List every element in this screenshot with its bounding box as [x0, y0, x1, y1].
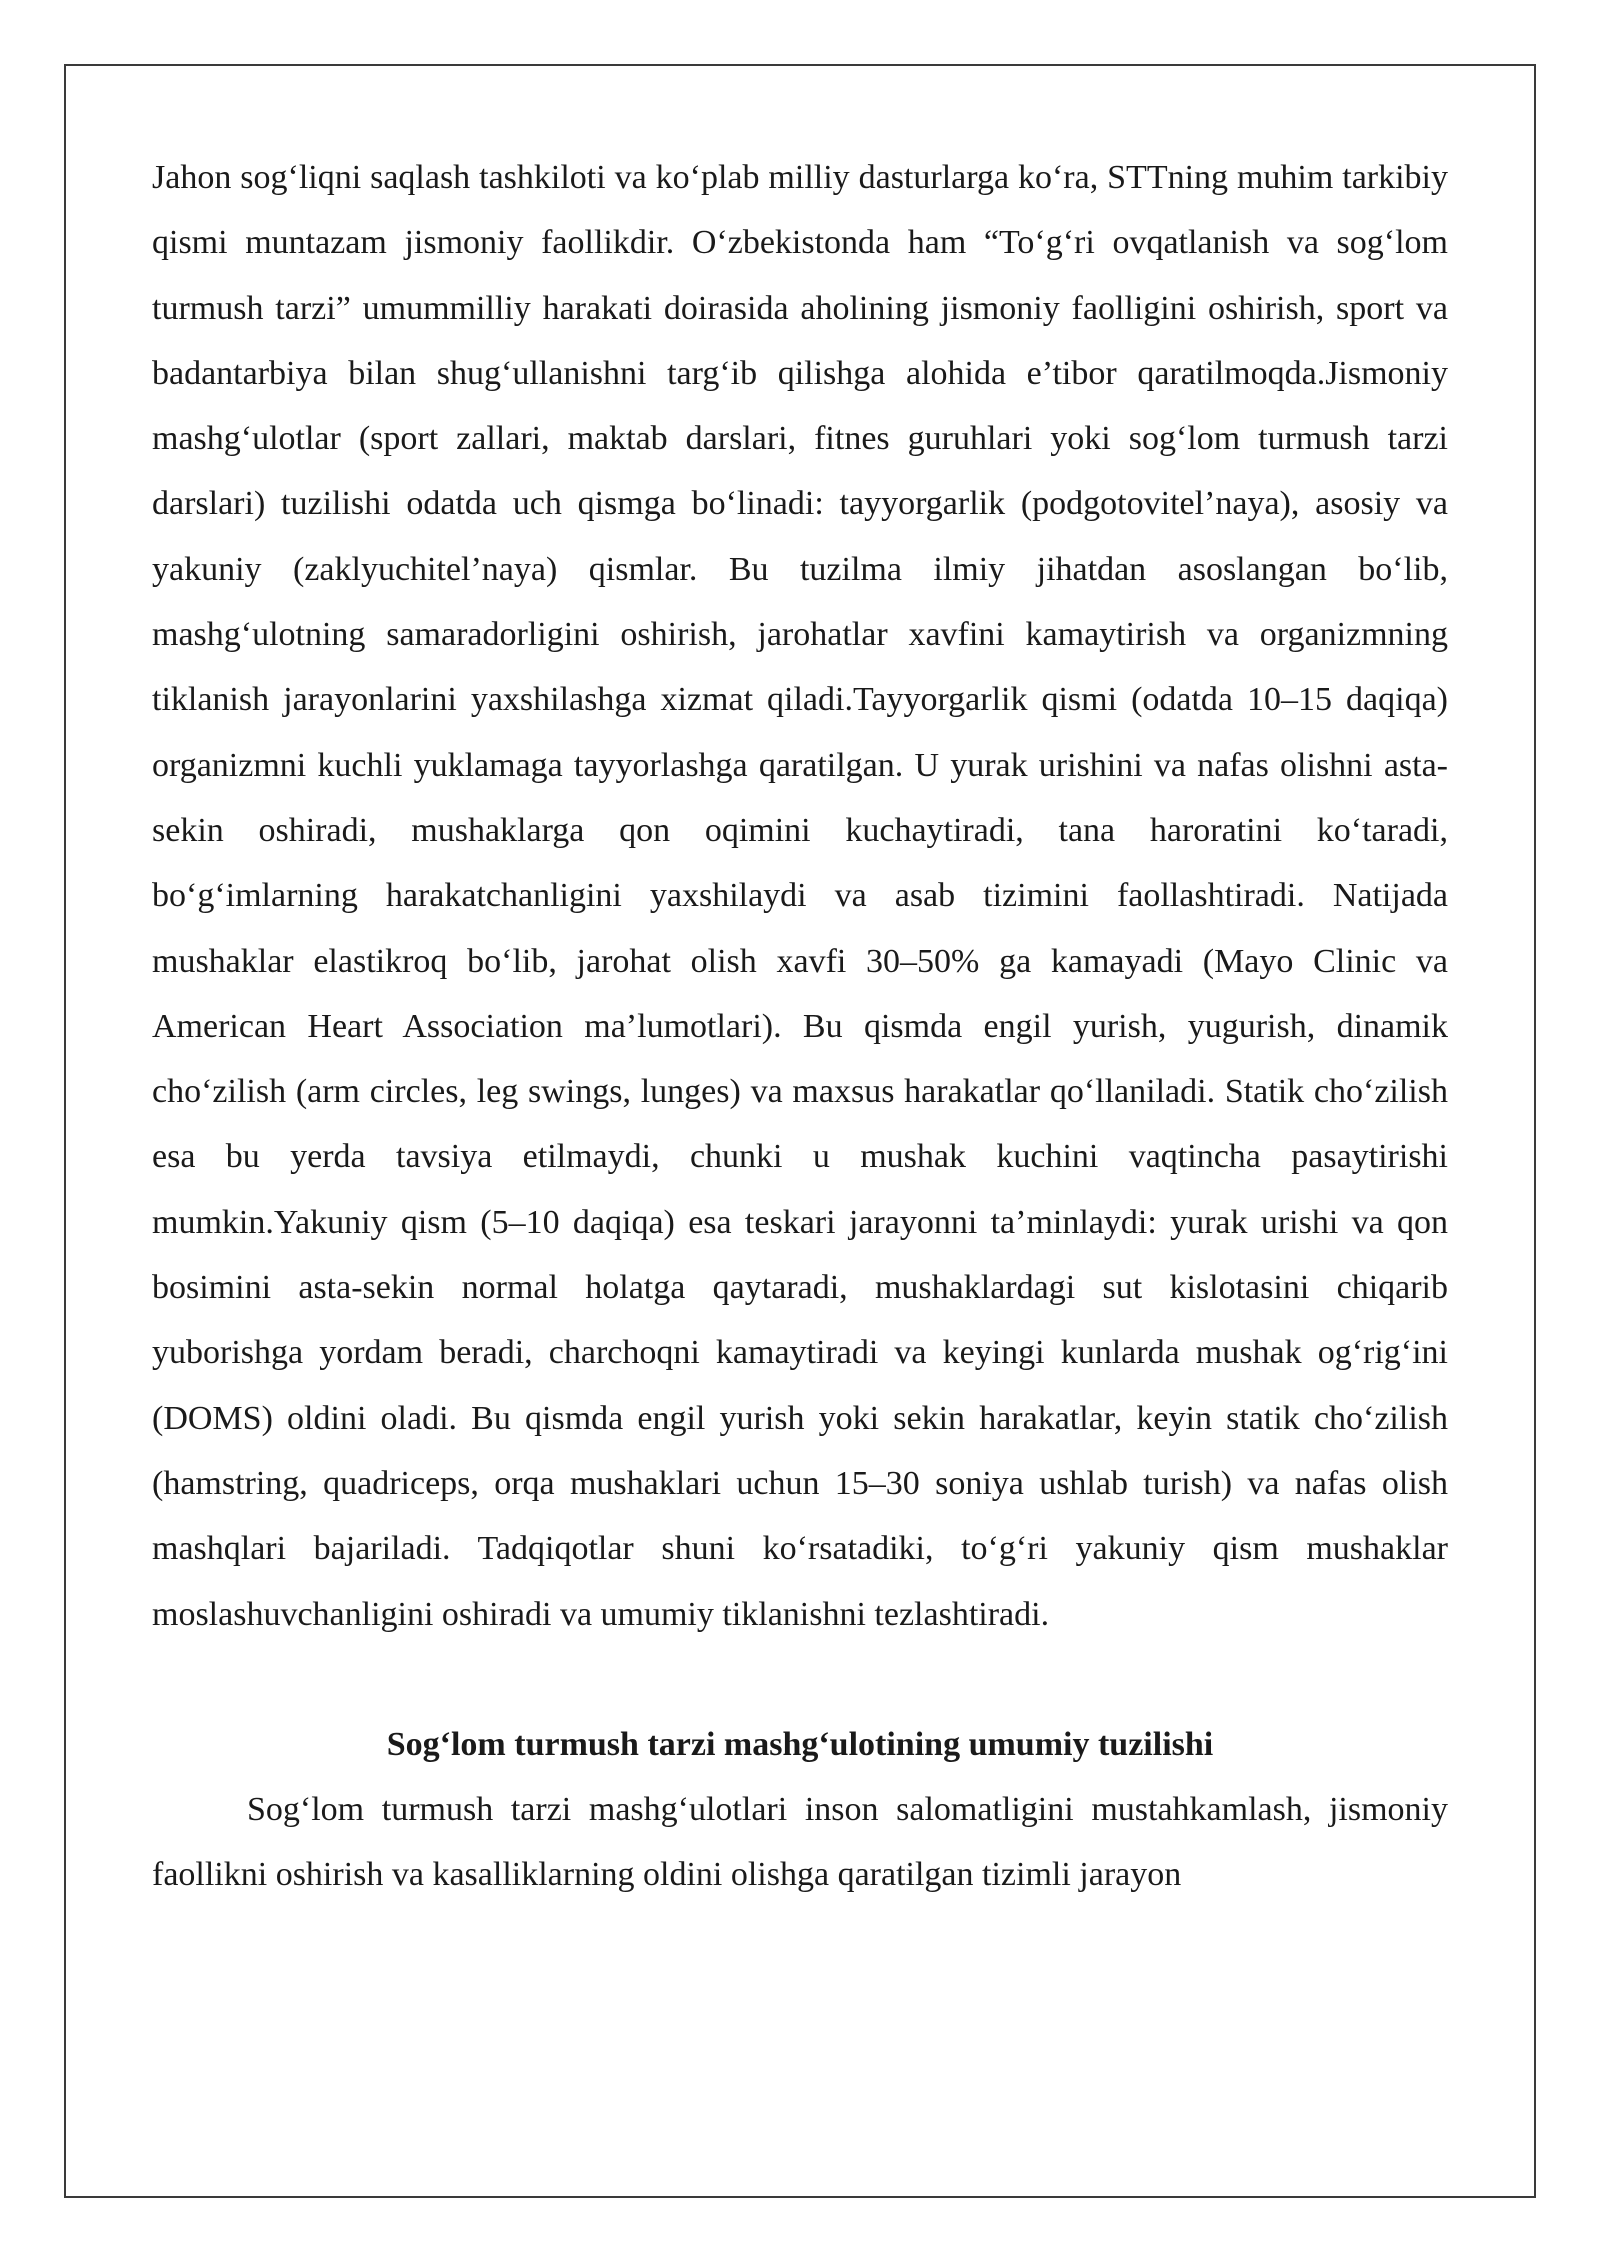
body-paragraph: Jahon sog‘liqni saqlash tashkiloti va ko‘plab milliy dasturlarga ko‘ra, STTning muhim tarkibiy qismi muntazam jismoniy faollikdir. O‘zbekistonda ham “To‘g‘ri ovqatlanish va sog‘lom turmush tarzi” umummilliy harakati doirasida aholining jismoniy faolligini oshirish, sport va badantarbiya bilan shug‘ullanishni targ‘ib qilishga alohida e’tibor qaratilmoqda.Jismoniy mashg‘ulotlar (sport zallari, maktab darslari, fitnes guruhlari yoki sog‘lom turmush tarzi darslari) tuzilishi odatda uch qismga bo‘linadi: tayyorgarlik (podgotovitel’naya), asosiy va yakuniy (zaklyuchitel’naya) qismlar. Bu tuzilma ilmiy jihatdan asoslangan bo‘lib, mashg‘ulotning samaradorligini oshirish, jarohatlar xavfini kamaytirish va organizmning tiklanish jarayonlarini yaxshilashga xizmat qiladi.Tayyorgarlik qismi (odatda 10–15 daqiqa) organizmni kuchli yuklamaga tayyorlashga qaratilgan. U yurak urishini va nafas olishni asta-sekin oshiradi, mushaklarga qon oqimini kuchaytiradi, tana haroratini ko‘taradi, bo‘g‘imlarning harakatchanligini yaxshilaydi va asab tizimini faollashtiradi. Natijada mushaklar elastikroq bo‘lib, jarohat olish xavfi 30–50% ga kamayadi (Mayo Clinic va American Heart Association ma’lumotlari). Bu qismda engil yurish, yugurish, dinamik cho‘zilish (arm circles, leg swings, lunges) va maxsus harakatlar qo‘llaniladi. Statik cho‘zilish esa bu yerda tavsiya etilmaydi, chunki u mushak kuchini vaqtincha pasaytirishi mumkin.Yakuniy qism (5–10 daqiqa) esa teskari jarayonni ta’minlaydi: yurak urishi va qon bosimini asta-sekin normal holatga qaytaradi, mushaklardagi sut kislotasini chiqarib yuborishga yordam beradi, charchoqni kamaytiradi va keyingi kunlarda mushak og‘rig‘ini (DOMS) oldini oladi. Bu qismda engil yurish yoki sekin harakatlar, keyin statik cho‘zilish (hamstring, quadriceps, orqa mushaklari uchun 15–30 soniya ushlab turish) va nafas olish mashqlari bajariladi. Tadqiqotlar shuni ko‘rsatadiki, to‘g‘ri yakuniy qism mushaklar moslashuvchanligini oshiradi va umumiy tiklanishni tezlashtiradi. — [152, 159, 1448, 1633]
document-body — [152, 145, 1448, 1908]
section-heading: Sog‘lom turmush tarzi mashg‘ulotining umumiy tuzilishi — [386, 1725, 1214, 1763]
section-paragraph: Sog‘lom turmush tarzi mashg‘ulotlari inson salomatligini mustahkamlash, jismoniy faollikni oshirish va kasalliklarning oldini olishga qaratilgan tizimli jarayon — [152, 1791, 1448, 1894]
